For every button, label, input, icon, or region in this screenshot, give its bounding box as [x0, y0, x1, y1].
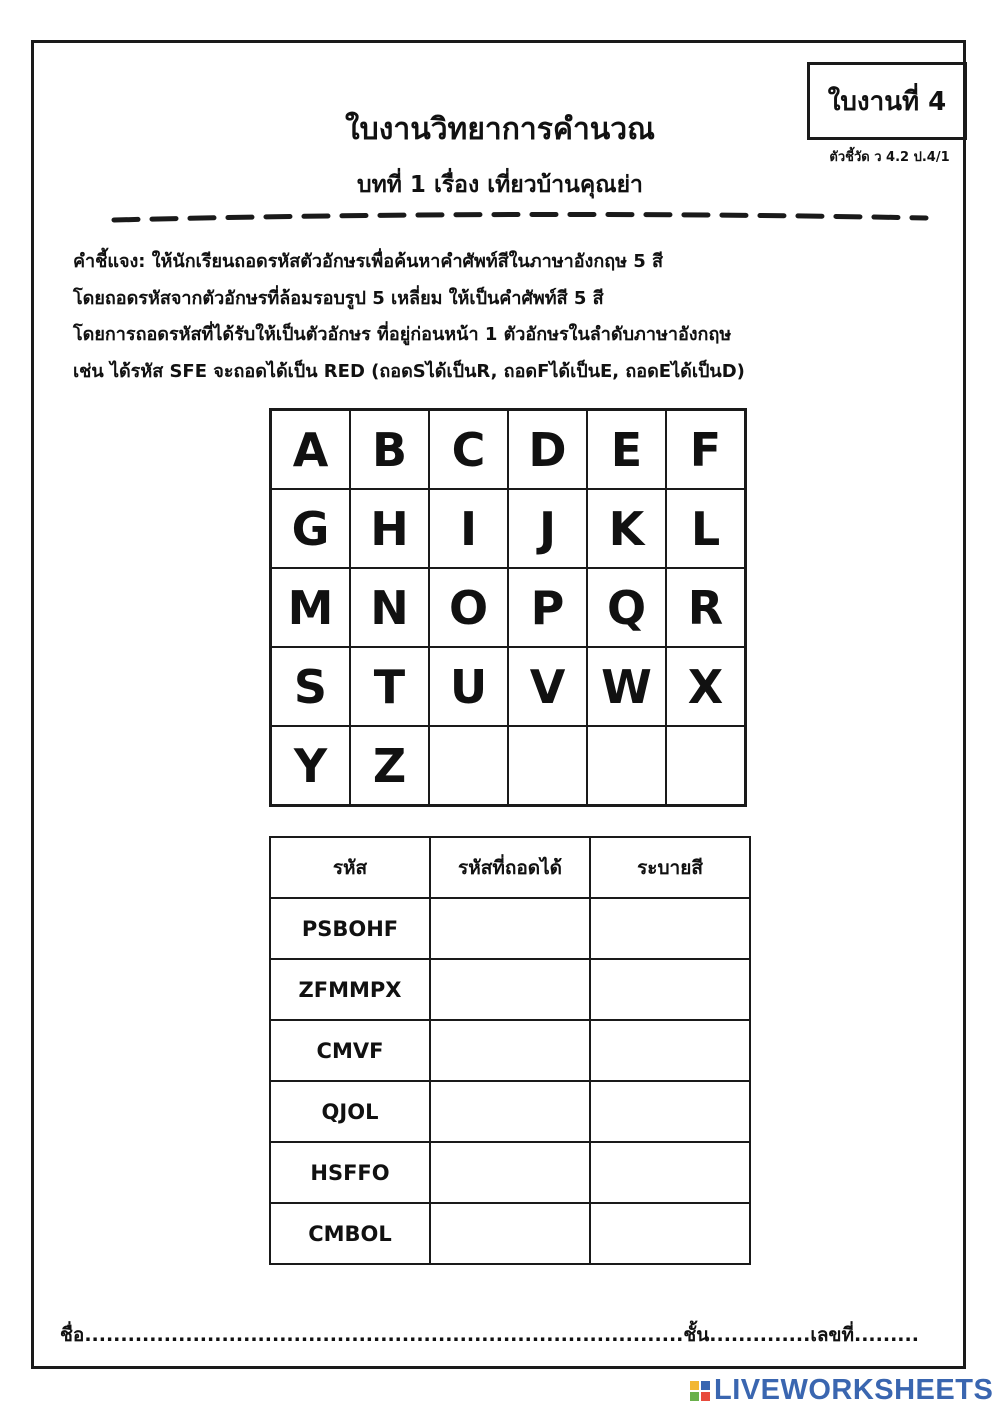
column-header-code: รหัส — [270, 837, 430, 898]
table-row — [270, 959, 750, 1020]
number-label: เลขที่ — [810, 1324, 854, 1346]
color-answer-field[interactable] — [590, 1203, 750, 1264]
empty-cell — [508, 726, 587, 806]
color-answer-field[interactable] — [590, 1081, 750, 1142]
color-answer-field[interactable] — [590, 1020, 750, 1081]
table-row — [270, 1142, 750, 1203]
instruction-line: โดยการถอดรหัสที่ได้รับให้เป็นตัวอักษร ที่อยู่ก่อนหน้า 1 ตัวอักษรในลำดับภาษาอังกฤษ — [73, 324, 732, 345]
letter-cell: B — [350, 410, 429, 490]
letter-cell: M — [271, 568, 351, 647]
class-field[interactable]: .............. — [709, 1324, 811, 1346]
class-label: ชั้น — [683, 1324, 710, 1346]
alphabet-row — [271, 726, 746, 806]
letter-cell: U — [429, 647, 508, 726]
page-subtitle: บทที่ 1 เรื่อง เที่ยวบ้านคุณย่า — [357, 172, 643, 198]
liveworksheets-logo — [690, 1374, 993, 1407]
letter-cell: N — [350, 568, 429, 647]
instruction-line: โดยถอดรหัสจากตัวอักษรที่ล้อมรอบรูป 5 เหลี่ยม ให้เป็นคำศัพท์สี 5 สี — [73, 287, 604, 309]
letter-cell: L — [666, 489, 746, 568]
code-cell: ZFMMPX — [270, 959, 430, 1020]
letter-cell: J — [508, 489, 587, 568]
decoded-answer-field[interactable] — [430, 1081, 590, 1142]
letter-cell: W — [587, 647, 666, 726]
decode-table — [269, 836, 751, 1265]
letter-cell: T — [350, 647, 429, 726]
decode-table-header — [270, 837, 750, 898]
decoded-answer-field[interactable] — [430, 898, 590, 959]
name-field[interactable]: ................................................................................... — [84, 1324, 684, 1346]
letter-cell: O — [429, 568, 508, 647]
logo-square — [701, 1381, 710, 1390]
table-row — [270, 898, 750, 959]
student-info-line — [60, 1320, 940, 1350]
code-cell: PSBOHF — [270, 898, 430, 959]
number-field[interactable]: ......... — [854, 1324, 919, 1346]
name-label: ชื่อ — [60, 1324, 85, 1346]
dashed-divider — [110, 204, 930, 228]
logo-square — [701, 1392, 710, 1401]
letter-cell: Z — [350, 726, 429, 806]
letter-cell: Y — [271, 726, 351, 806]
letter-cell: H — [350, 489, 429, 568]
worksheet-number-label: ใบงานที่ 4 — [827, 86, 947, 117]
logo-square — [690, 1381, 699, 1390]
letter-cell: A — [271, 410, 351, 490]
letter-cell: G — [271, 489, 351, 568]
instruction-line: คำชี้แจง: ให้นักเรียนถอดรหัสตัวอักษรเพื่อค้นหาคำศัพท์สีในภาษาอังกฤษ 5 สี — [73, 251, 664, 272]
code-cell: QJOL — [270, 1081, 430, 1142]
code-cell: CMVF — [270, 1020, 430, 1081]
color-answer-field[interactable] — [590, 959, 750, 1020]
alphabet-row — [271, 568, 746, 647]
empty-cell — [587, 726, 666, 806]
letter-cell: Q — [587, 568, 666, 647]
code-cell: HSFFO — [270, 1142, 430, 1203]
alphabet-row — [271, 410, 746, 490]
column-header-color: ระบายสี — [590, 837, 750, 898]
alphabet-row — [271, 647, 746, 726]
decoded-answer-field[interactable] — [430, 1020, 590, 1081]
letter-cell: V — [508, 647, 587, 726]
empty-cell — [429, 726, 508, 806]
letter-cell: S — [271, 647, 351, 726]
decoded-answer-field[interactable] — [430, 1142, 590, 1203]
table-row — [270, 1081, 750, 1142]
column-header-decoded: รหัสที่ถอดได้ — [430, 837, 590, 898]
indicator-label: ตัวชี้วัด ว 4.2 ป.4/1 — [829, 150, 950, 165]
table-row — [270, 1203, 750, 1264]
alphabet-grid — [269, 408, 747, 807]
letter-cell: K — [587, 489, 666, 568]
letter-cell: I — [429, 489, 508, 568]
letter-cell: P — [508, 568, 587, 647]
instruction-line: เช่น ได้รหัส SFE จะถอดได้เป็น RED (ถอดSได้เป็นR, ถอดFได้เป็นE, ถอดEได้เป็นD) — [73, 360, 745, 382]
table-row — [270, 1020, 750, 1081]
decoded-answer-field[interactable] — [430, 959, 590, 1020]
letter-cell: F — [666, 410, 746, 490]
letter-cell: R — [666, 568, 746, 647]
empty-cell — [666, 726, 746, 806]
letter-cell: C — [429, 410, 508, 490]
decoded-answer-field[interactable] — [430, 1203, 590, 1264]
letter-cell: D — [508, 410, 587, 490]
letter-cell: E — [587, 410, 666, 490]
instructions — [73, 244, 953, 390]
alphabet-row — [271, 489, 746, 568]
code-cell: CMBOL — [270, 1203, 430, 1264]
logo-text: LIVEWORKSHEETS — [714, 1374, 994, 1406]
logo-square — [690, 1392, 699, 1401]
letter-cell: X — [666, 647, 746, 726]
color-answer-field[interactable] — [590, 1142, 750, 1203]
page-title: ใบงานวิทยาการคำนวณ — [345, 112, 655, 147]
logo-mark-icon — [690, 1381, 710, 1401]
color-answer-field[interactable] — [590, 898, 750, 959]
